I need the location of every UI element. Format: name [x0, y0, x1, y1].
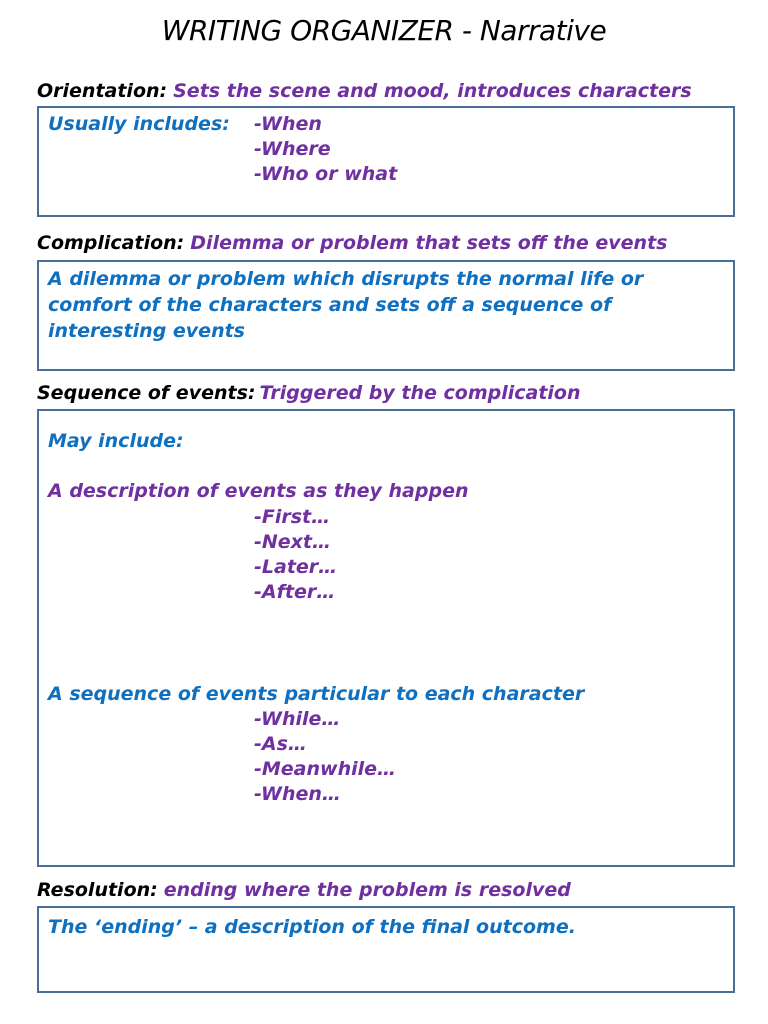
sequence-intro: May include: — [48, 430, 184, 452]
resolution-heading — [37, 879, 571, 901]
sequence-group1-heading: A description of events as they happen — [48, 480, 469, 502]
complication-heading — [37, 232, 667, 254]
orientation-intro: Usually includes: — [48, 113, 230, 135]
sequence-group2-item-when: -When… — [254, 783, 341, 805]
sequence-group2-heading: A sequence of events particular to each character — [48, 683, 585, 705]
sequence-group1-item-after: -After… — [254, 581, 336, 603]
orientation-heading — [37, 80, 692, 102]
sequence-box — [37, 409, 735, 867]
resolution-label: Resolution: — [37, 879, 158, 901]
sequence-group1-item-later: -Later… — [254, 556, 338, 578]
sequence-group2-item-as: -As… — [254, 733, 307, 755]
orientation-item-when: -When — [254, 113, 322, 135]
sequence-group1-item-first: -First… — [254, 506, 331, 528]
resolution-text: The ‘ending’ – a description of the final outcome. — [48, 916, 576, 938]
sequence-group2-item-meanwhile: -Meanwhile… — [254, 758, 397, 780]
page-title: WRITING ORGANIZER - Narrative — [161, 14, 607, 47]
complication-description: Dilemma or problem that sets off the events — [190, 232, 668, 254]
resolution-description: ending where the problem is resolved — [163, 879, 571, 901]
sequence-group2-item-while: -While… — [254, 708, 341, 730]
complication-line-3: interesting events — [48, 320, 245, 342]
sequence-group1-item-next: -Next… — [254, 531, 332, 553]
sequence-label: Sequence of events: — [37, 382, 256, 404]
orientation-label: Orientation: — [37, 80, 168, 102]
complication-line-2: comfort of the characters and sets off a sequence of — [48, 294, 612, 316]
complication-label: Complication: — [37, 232, 185, 254]
orientation-description: Sets the scene and mood, introduces characters — [173, 80, 692, 102]
sequence-heading — [37, 382, 581, 404]
sequence-description: Triggered by the complication — [259, 382, 581, 404]
complication-line-1: A dilemma or problem which disrupts the normal life or — [48, 268, 644, 290]
orientation-item-who: -Who or what — [254, 163, 398, 185]
orientation-item-where: -Where — [254, 138, 331, 160]
